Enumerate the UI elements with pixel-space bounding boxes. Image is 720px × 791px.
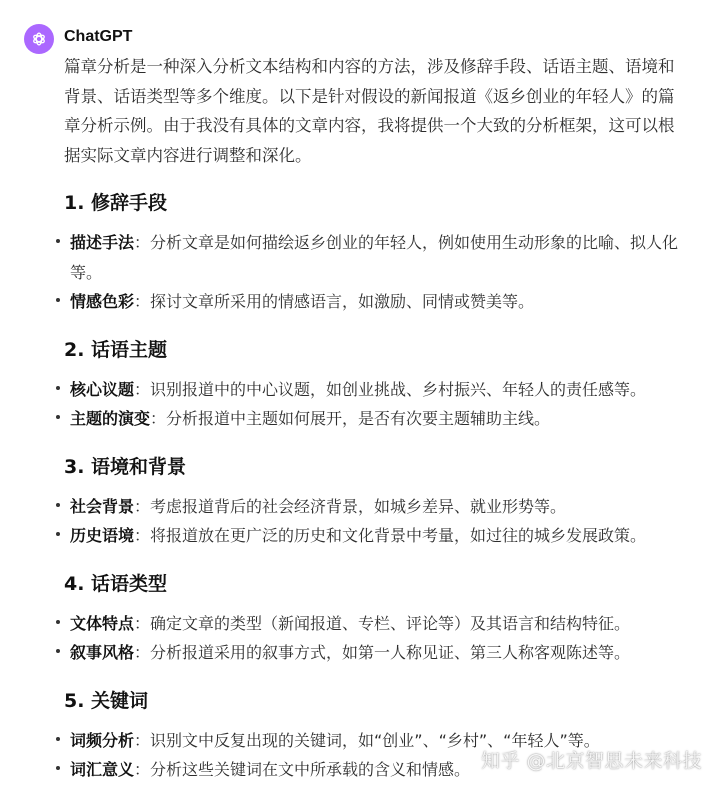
section-heading: 1. 修辞手段: [64, 192, 168, 214]
bullet-list: [64, 609, 688, 668]
item-term: 核心议题: [70, 379, 135, 399]
list-item: [64, 492, 688, 522]
sender-name: ChatGPT: [64, 28, 133, 45]
item-text: ：将报道放在更广泛的历史和文化背景中考量，如过往的城乡发展政策。: [134, 526, 647, 545]
list-item: [64, 638, 688, 668]
item-text: ：分析报道中主题如何展开，是否有次要主题辅助主线。: [150, 409, 551, 428]
list-item: [64, 521, 688, 551]
item-term: 社会背景: [70, 496, 135, 516]
item-text: ：确定文章的类型（新闻报道、专栏、评论等）及其语言和结构特征。: [134, 613, 631, 633]
bullet-list: [64, 228, 688, 317]
bullet-icon: [56, 620, 60, 624]
item-text: ：考虑报道背后的社会经济背景，如城乡差异、就业形势等。: [134, 496, 567, 516]
item-text: ：识别报道中的中心议题，如创业挑战、乡村振兴、年轻人的责任感等。: [134, 379, 647, 399]
bullet-list: [64, 375, 688, 434]
bullet-icon: [56, 766, 60, 770]
list-item: [64, 228, 688, 287]
analysis-section: [64, 569, 688, 668]
item-term: 描述手法: [70, 233, 135, 252]
item-text: ：分析文章是如何描绘返乡创业的年轻人，例如使用生动形象的比喻、拟人化等。: [70, 233, 679, 282]
message-content: [64, 52, 688, 785]
bullet-icon: [56, 649, 60, 653]
item-term: 情感色彩: [70, 292, 135, 311]
item-term: 叙事风格: [70, 643, 135, 662]
bullet-icon: [56, 415, 60, 419]
bullet-icon: [56, 503, 60, 507]
item-text: ：分析这些关键词在文中所承载的含义和情感。: [134, 760, 471, 779]
analysis-section: [64, 452, 688, 551]
item-term: 词频分析: [70, 730, 135, 750]
bullet-icon: [56, 737, 60, 741]
section-heading: 5. 关键词: [64, 689, 149, 712]
bullet-icon: [56, 239, 60, 243]
list-item: [64, 287, 688, 317]
item-term: 词汇意义: [70, 760, 135, 779]
intro-paragraph: 篇章分析是一种深入分析文本结构和内容的方法，涉及修辞手段、话语主题、语境和背景、话语类型等多个维度。以下是针对假设的新闻报道《返乡创业的年轻人》的篇章分析示例。由于我没有具体的文章内容，我将提供一个大致的分析框架，这可以根据实际文章内容进行调整和深化。: [64, 57, 675, 165]
bullet-icon: [56, 298, 60, 302]
analysis-section: [64, 188, 688, 317]
item-term: 文体特点: [70, 613, 135, 633]
item-term: 主题的演变: [70, 409, 151, 428]
analysis-section: [64, 335, 688, 434]
chatgpt-avatar: [24, 24, 54, 54]
item-text: ：探讨文章所采用的情感语言，如激励、同情或赞美等。: [134, 292, 535, 311]
watermark: 知乎 @北京智思未来科技: [480, 750, 702, 772]
item-text: ：识别文中反复出现的关键词，如“创业”、“乡村”、“年轻人”等。: [134, 730, 600, 750]
bullet-icon: [56, 532, 60, 536]
bullet-icon: [56, 386, 60, 390]
list-item: [64, 404, 688, 434]
section-heading: 3. 语境和背景: [64, 455, 187, 478]
bullet-list: [64, 492, 688, 551]
item-term: 历史语境: [70, 526, 135, 545]
section-heading: 2. 话语主题: [64, 338, 168, 361]
section-heading: 4. 话语类型: [64, 572, 168, 595]
list-item: [64, 609, 688, 639]
item-text: ：分析报道采用的叙事方式，如第一人称见证、第三人称客观陈述等。: [134, 643, 631, 662]
openai-logo-icon: [29, 29, 49, 49]
analysis-sections: [64, 188, 688, 785]
list-item: [64, 375, 688, 405]
